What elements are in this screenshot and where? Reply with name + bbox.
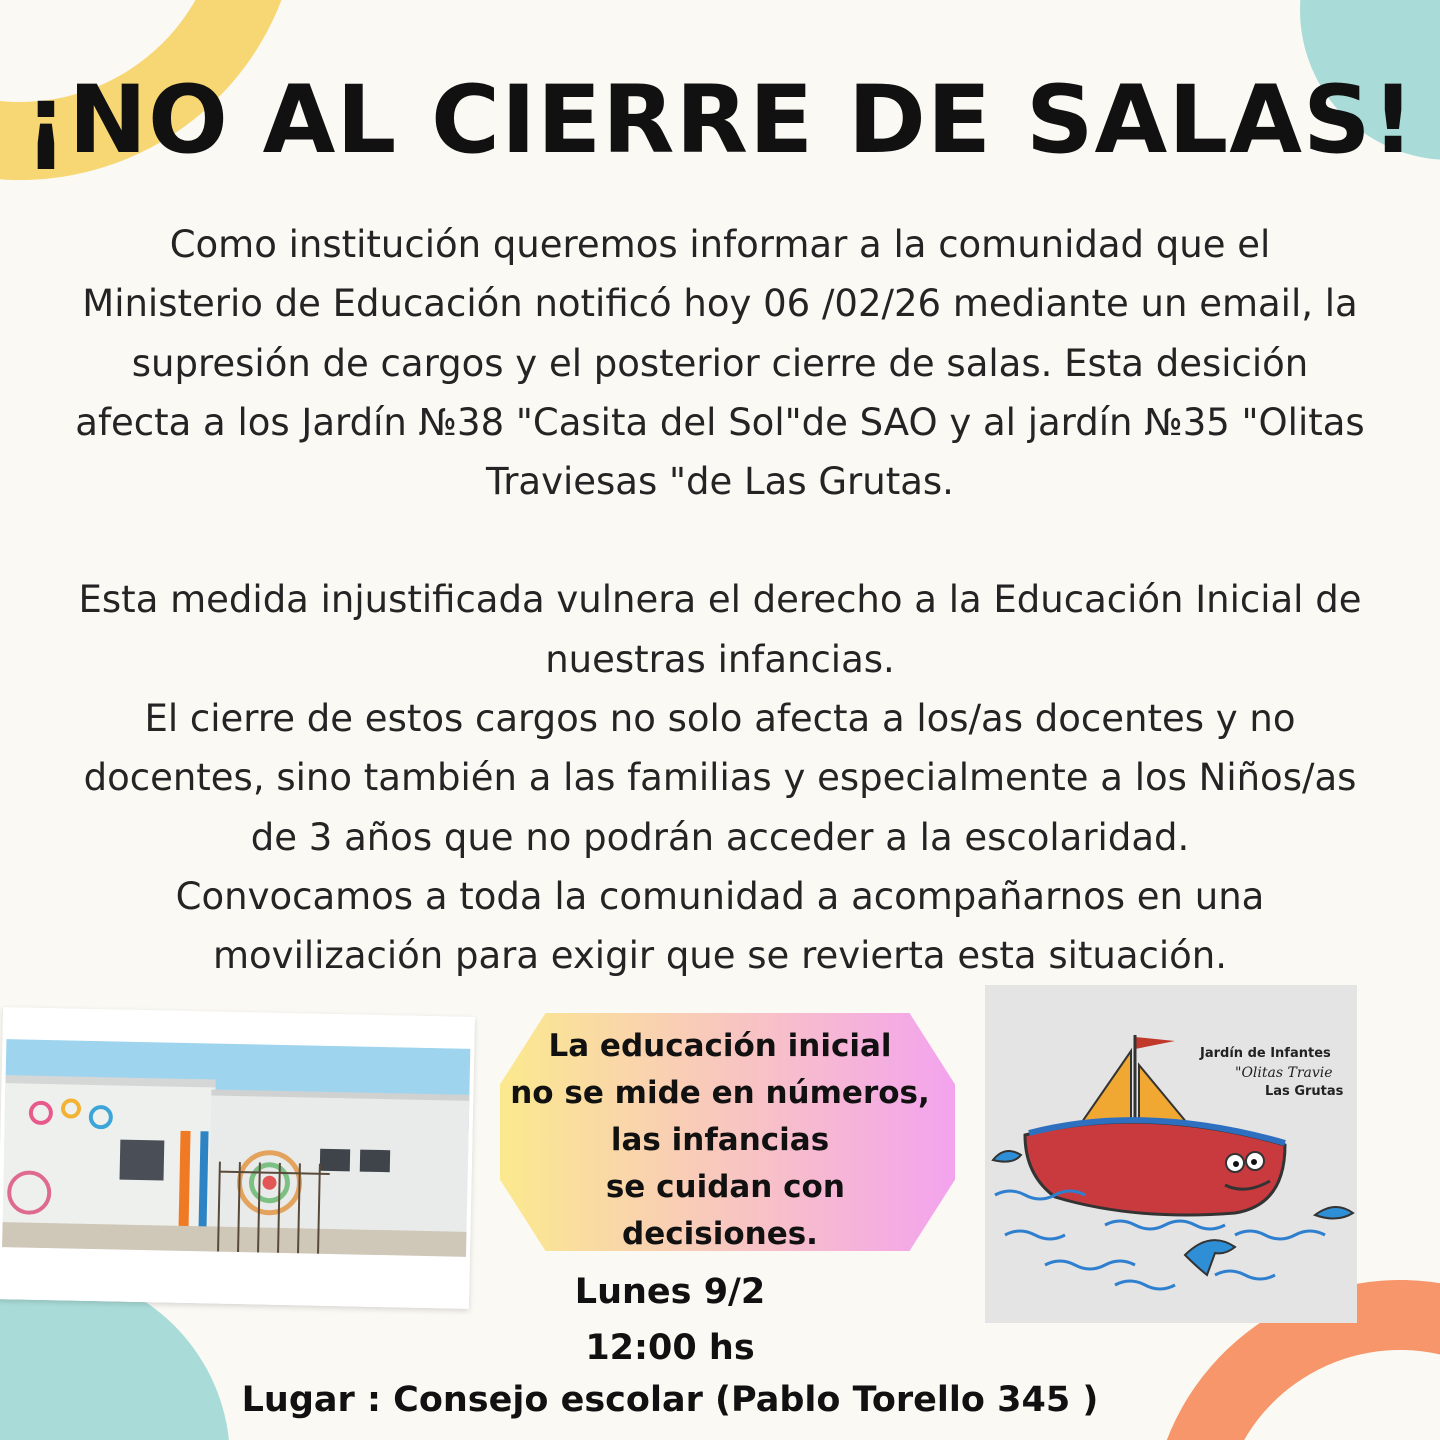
shirt-print-line2: "Olitas Travie	[1235, 1065, 1333, 1081]
body-line: afecta a los Jardín №38 "Casita del Sol"de SAO y al jardín №35 "Olitas	[75, 400, 1365, 444]
body-line: supresión de cargos y el posterior cierre de salas. Esta desición	[131, 341, 1309, 385]
body-line: Esta medida injustificada vulnera el derecho a la Educación Inicial de	[78, 578, 1362, 622]
body-line: El cierre de estos cargos no solo afecta a los/as docentes y no	[144, 697, 1296, 741]
school-building-photo	[0, 1007, 475, 1309]
quote-line: se cuidan con	[595, 1169, 845, 1205]
shirt-print-line3: Las Grutas	[1265, 1084, 1344, 1099]
body-line: docentes, sino también a las familias y especialmente a los Niños/as	[83, 756, 1357, 800]
quote-line: no se mide en números,	[510, 1075, 930, 1111]
body-line: movilización para exigir que se revierta esta situación.	[213, 934, 1227, 978]
quote-line: las infancias	[610, 1122, 830, 1158]
event-place: Lugar : Consejo escolar (Pablo Torello 345 )	[241, 1380, 1099, 1420]
body-line: Convocamos a toda la comunidad a acompañarnos en una	[175, 874, 1265, 918]
paragraph-gap	[30, 511, 1410, 570]
body-line: nuestras infancias.	[545, 637, 895, 681]
quote-line: decisiones.	[622, 1216, 818, 1252]
body-line: de 3 años que no podrán acceder a la escolaridad.	[250, 815, 1190, 859]
body-line: Como institución queremos informar a la comunidad que el	[169, 223, 1271, 266]
quote-text	[500, 1023, 940, 1258]
page-title: ¡NO AL CIERRE DE SALAS!	[24, 66, 1416, 175]
body-line: Traviesas "de Las Grutas.	[486, 460, 954, 504]
tshirt-boat-photo	[985, 985, 1357, 1323]
quote-line: La educación inicial	[548, 1028, 892, 1064]
event-time: 12:00 hs	[585, 1328, 755, 1368]
school-building-illustration	[0, 1007, 475, 1309]
shirt-print-line1: Jardín de Infantes	[1200, 1046, 1331, 1061]
event-date: Lunes 9/2	[574, 1272, 766, 1312]
announcement-body	[30, 215, 1410, 986]
body-line: Ministerio de Educación notificó hoy 06 /02/26 mediante un email, la	[82, 282, 1358, 326]
boat-drawing-illustration	[985, 985, 1357, 1323]
